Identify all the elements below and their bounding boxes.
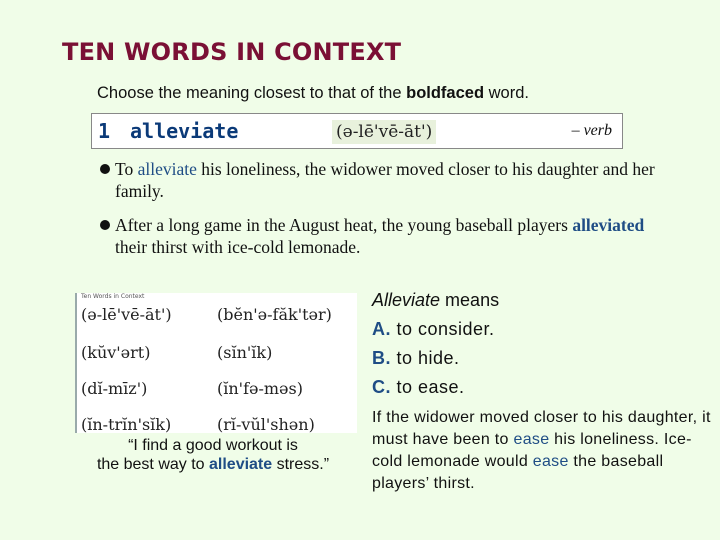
instruction-after: word. xyxy=(484,84,529,102)
sentence-highlight-word: alleviate xyxy=(137,159,197,179)
quote-after: stress.” xyxy=(272,456,330,473)
explanation-part: his loneliness. Ice-cold lemonade would xyxy=(372,431,692,470)
pron-cell: (sĭn'ĭk) xyxy=(217,343,273,362)
meaning-word: Alleviate xyxy=(372,290,441,310)
option-c[interactable] xyxy=(372,377,465,398)
option-letter: B. xyxy=(372,348,391,368)
instruction-bold: boldfaced xyxy=(406,84,485,102)
answer-explanation xyxy=(372,407,712,495)
meaning-label: means xyxy=(440,290,500,310)
sentence-text xyxy=(115,214,660,258)
sentence-text xyxy=(115,158,660,202)
quote-line-2 xyxy=(78,455,348,474)
pron-cell: (kŭv'ərt) xyxy=(81,343,151,362)
explanation-highlight: ease xyxy=(513,431,550,448)
sentence-before: After a long game in the August heat, the young baseball players xyxy=(115,215,573,235)
option-a[interactable] xyxy=(372,319,495,340)
sentence-highlight-word: alleviated xyxy=(572,215,645,235)
quote-caption xyxy=(78,436,348,474)
explanation-part: If the widower moved closer to his daughter, it must have been to xyxy=(372,409,711,448)
explanation-highlight: ease xyxy=(532,453,569,470)
pronunciation: (ə-lē'vē-āt') xyxy=(332,120,436,144)
pron-cell: (ĭn'fə-məs) xyxy=(217,379,303,398)
option-text: to ease. xyxy=(391,377,465,397)
pron-cell: (bĕn'ə-făk'tər) xyxy=(217,305,332,324)
meaning-heading xyxy=(372,290,499,311)
instruction-before: Choose the meaning closest to that of the xyxy=(97,84,407,102)
page-title: TEN WORDS IN CONTEXT xyxy=(62,38,402,66)
quote-highlight-word: alleviate xyxy=(209,456,273,473)
option-b[interactable] xyxy=(372,348,460,369)
vocab-word-box xyxy=(91,113,623,149)
part-of-speech: – verb xyxy=(571,122,612,139)
sentence-after: their thirst with ice-cold lemonade. xyxy=(115,237,361,257)
explanation-part: the baseball players’ thirst. xyxy=(372,453,664,492)
context-sentence-1 xyxy=(100,158,660,202)
option-text: to consider. xyxy=(391,319,495,339)
quote-line-1: “I find a good workout is xyxy=(128,437,298,454)
bullet-icon xyxy=(100,164,110,174)
instruction-text xyxy=(97,84,529,103)
pron-cell: (rĭ-vŭl'shən) xyxy=(217,415,315,433)
quote-before: the best way to xyxy=(96,456,209,473)
pron-cell: (ĭn-trĭn'sĭk) xyxy=(81,415,172,433)
chart-header: Ten Words in Context xyxy=(81,293,145,300)
option-letter: C. xyxy=(372,377,391,397)
sentence-after: his loneliness, the widower moved closer to his daughter and her family. xyxy=(115,159,655,201)
word-number: 1 xyxy=(98,119,111,143)
vocab-word: alleviate xyxy=(130,119,239,143)
pron-cell: (dĭ-mīz') xyxy=(81,379,148,398)
sentence-before: To xyxy=(115,159,138,179)
bullet-icon xyxy=(100,220,110,230)
option-text: to hide. xyxy=(391,348,460,368)
context-sentence-2 xyxy=(100,214,660,258)
pronunciation-chart-image xyxy=(75,293,357,433)
option-letter: A. xyxy=(372,319,391,339)
pron-cell: (ə-lē'vē-āt') xyxy=(81,305,172,324)
